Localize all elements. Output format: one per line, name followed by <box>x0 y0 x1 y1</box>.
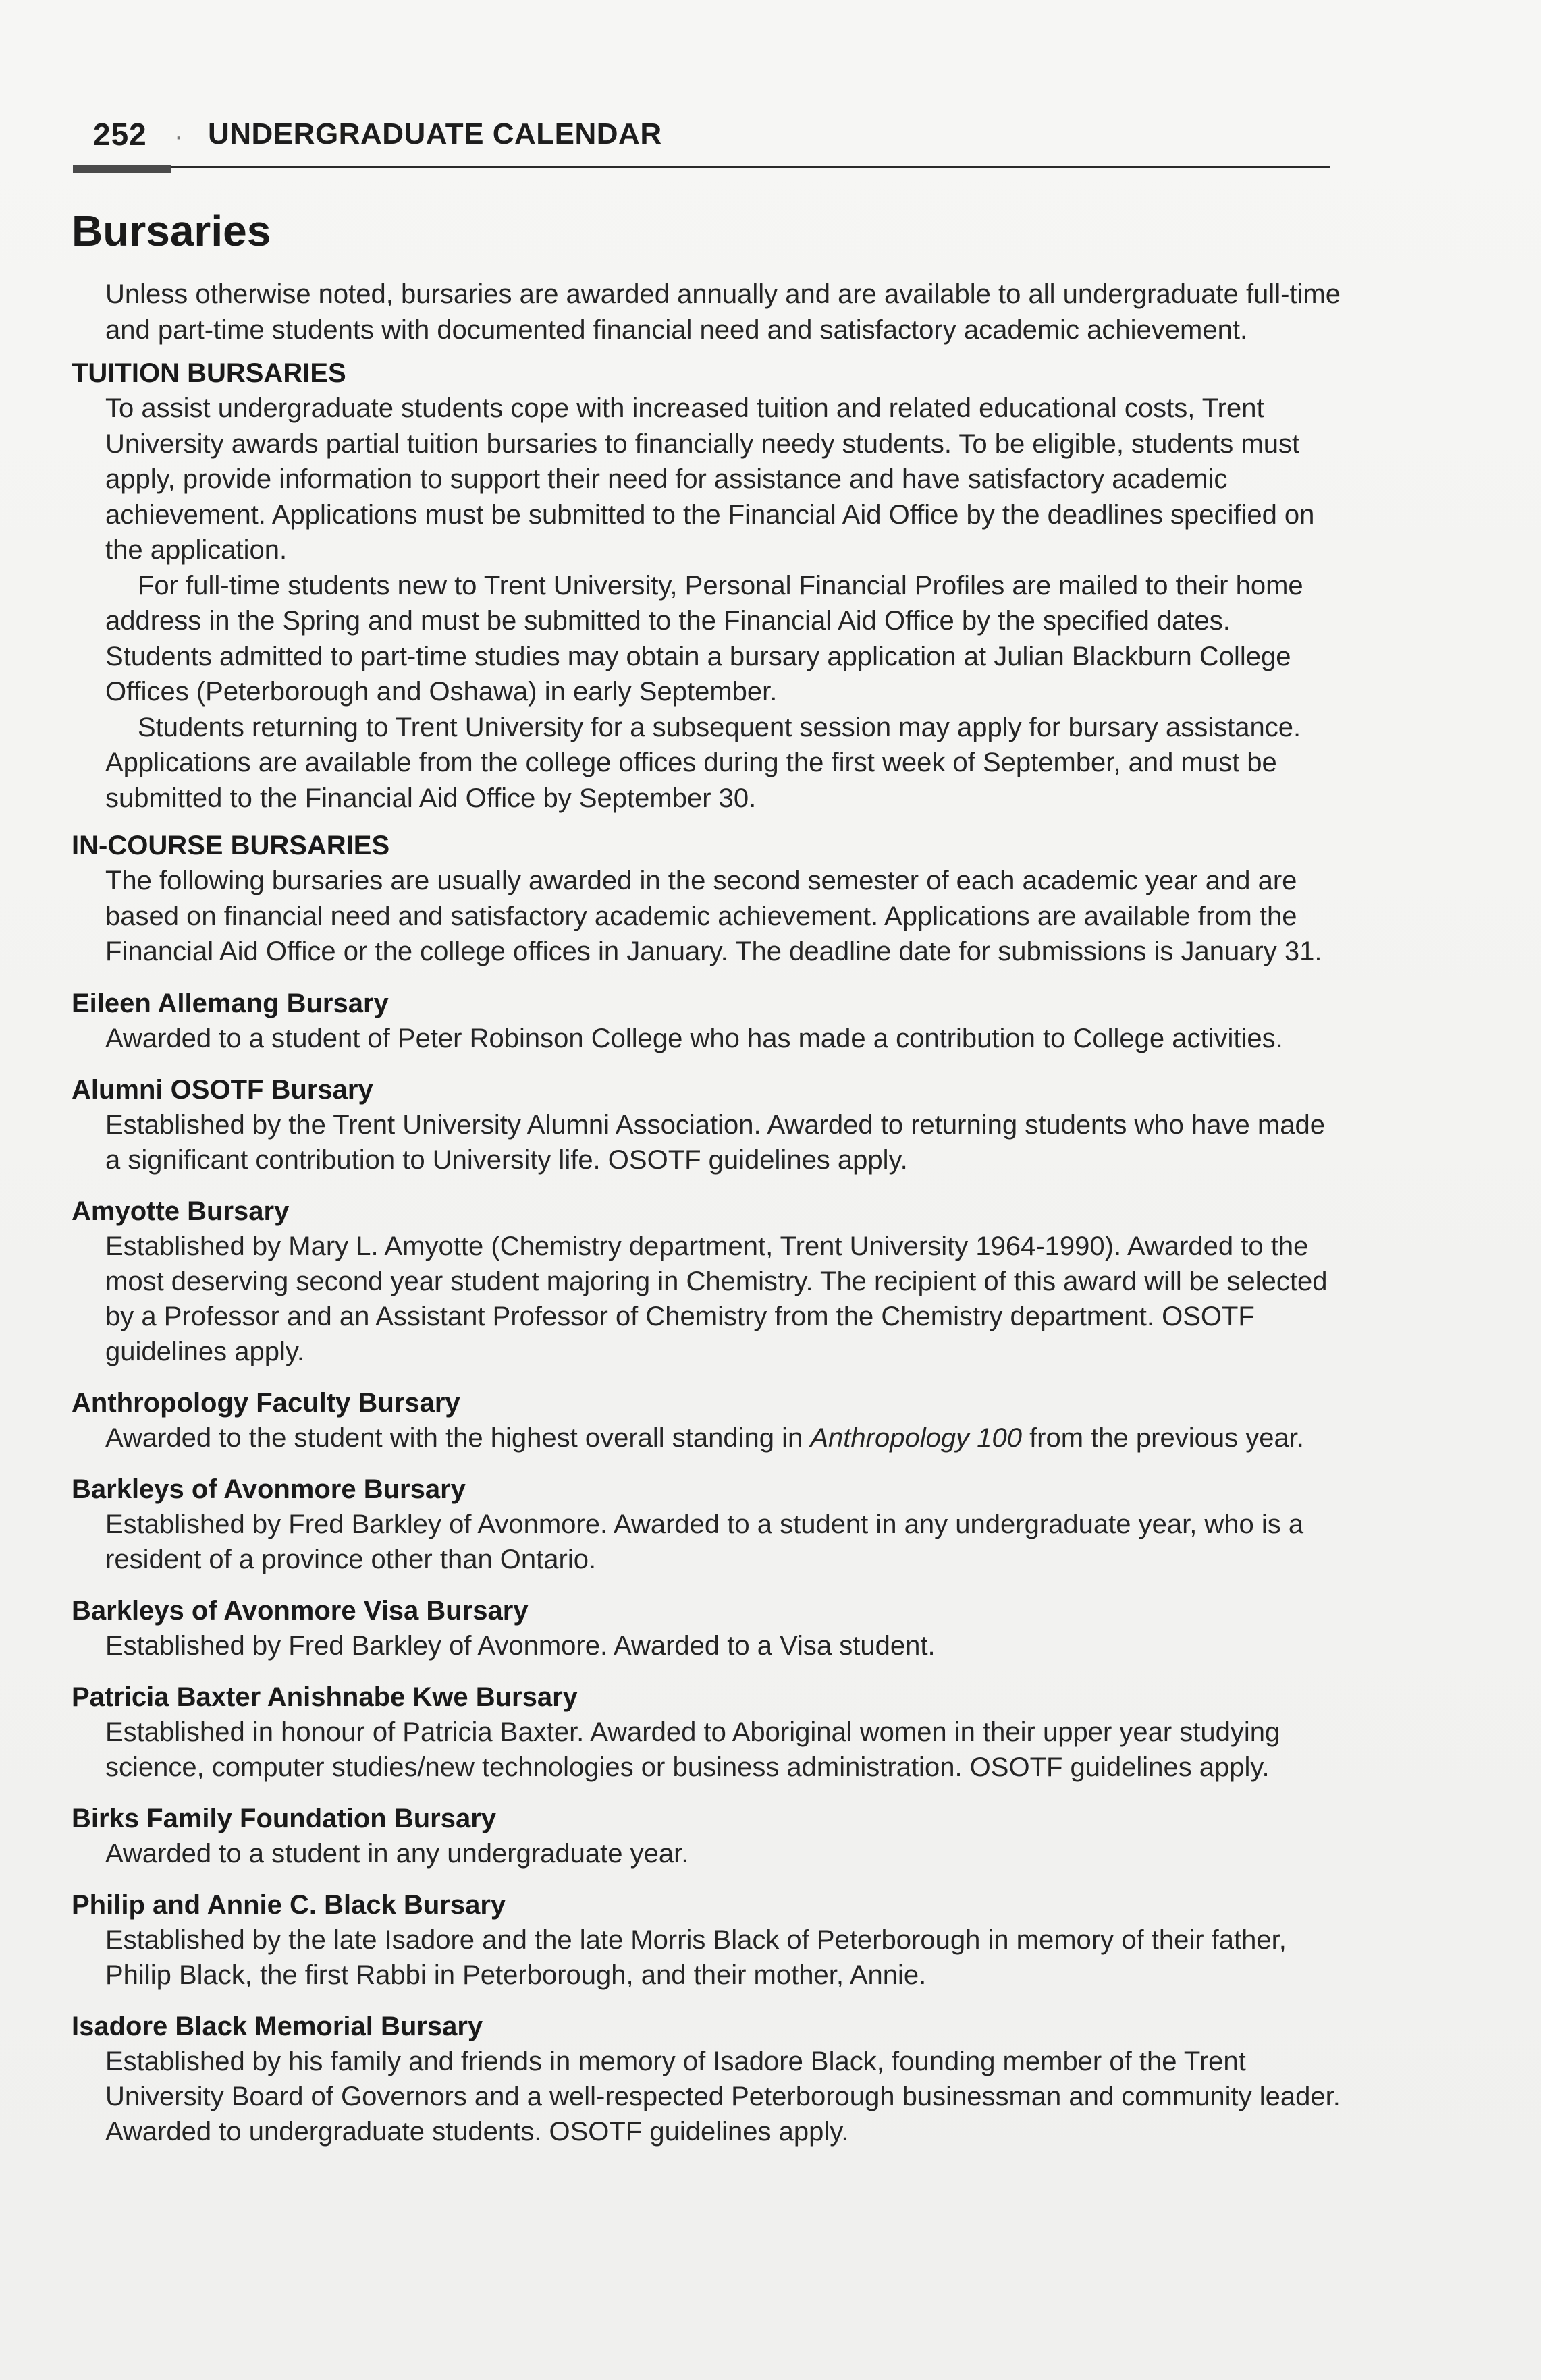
bursary-entry <box>72 986 1341 1056</box>
bursary-name: Philip and Annie C. Black Bursary <box>72 1889 506 1920</box>
header-separator-dot: · <box>174 121 184 151</box>
bursary-name: Barkleys of Avonmore Visa Bursary <box>72 1595 529 1626</box>
bursary-entry <box>72 1472 1341 1577</box>
bursary-entry <box>72 2009 1341 2149</box>
bursary-entry <box>72 1593 1341 1663</box>
running-header-title: UNDERGRADUATE CALENDAR <box>208 117 662 150</box>
bursary-name: Anthropology Faculty Bursary <box>72 1387 460 1418</box>
bursary-description <box>105 1420 1341 1456</box>
bursary-name: Eileen Allemang Bursary <box>72 988 389 1018</box>
bursary-name: Amyotte Bursary <box>72 1196 290 1226</box>
in-course-bursaries-heading: IN-COURSE BURSARIES <box>72 831 390 860</box>
page-number: 252 <box>93 117 147 152</box>
intro-paragraph: Unless otherwise noted, bursaries are awarded annually and are available to all undergraduate full-time and part-time students with documented financial need and satisfactory academic achievement. <box>105 279 1341 345</box>
bursary-name: Barkleys of Avonmore Bursary <box>72 1474 466 1504</box>
bursary-entry <box>72 1680 1341 1785</box>
description-text: Awarded to the student with the highest overall standing in <box>105 1422 811 1453</box>
bursary-entry <box>72 1801 1341 1871</box>
bursary-entry <box>72 1385 1341 1456</box>
bursary-entry <box>72 1194 1341 1369</box>
bursary-entry <box>72 1072 1341 1178</box>
header-rule <box>73 166 1330 168</box>
tuition-paragraph: Students returning to Trent University for a subsequent session may apply for bursary assistance. Applications are available from the college offices during the first week of September, and must be submitted to the Financial Aid Office by September 30. <box>105 712 1301 813</box>
tuition-paragraph: To assist undergraduate students cope with increased tuition and related educational costs, Trent University awards partial tuition bursaries to financially needy students. To be eligible, students must apply, provide information to support their need for assistance and have satisfactory academic achievement. Applications must be submitted to the Financial Aid Office by the deadlines specified on the application. <box>105 393 1315 565</box>
header-accent-bar <box>73 165 171 173</box>
description-text: from the previous year. <box>1021 1422 1304 1453</box>
bursary-name: Birks Family Foundation Bursary <box>72 1803 497 1833</box>
tuition-paragraph: For full-time students new to Trent University, Personal Financial Profiles are mailed to their home address in the Spring and must be submitted to the Financial Aid Office by the specified dates. Students admitted to part-time studies may obtain a bursary application at Julian Blackburn College Offices (Peterborough and Oshawa) in early September. <box>105 570 1303 707</box>
page-header <box>73 108 1330 173</box>
bursary-description: Established by the Trent University Alumni Association. Awarded to returning students who have made a significant contribution to University life. OSOTF guidelines apply. <box>105 1109 1325 1175</box>
bursary-description: Established by the late Isadore and the late Morris Black of Peterborough in memory of their father, Philip Black, the first Rabbi in Peterborough, and their mother, Annie. <box>105 1925 1287 1990</box>
bursary-entry <box>72 1887 1341 1993</box>
section-title: Bursaries <box>72 206 271 255</box>
tuition-bursaries-heading: TUITION BURSARIES <box>72 358 346 388</box>
bursary-description: Established by his family and friends in memory of Isadore Black, founding member of the Trent University Board of Governors and a well-respected Peterborough businessman and community leader. Awarded to undergraduate students. OSOTF guidelines apply. <box>105 2046 1341 2147</box>
bursary-name: Patricia Baxter Anishnabe Kwe Bursary <box>72 1682 578 1712</box>
in-course-paragraph: The following bursaries are usually awarded in the second semester of each academic year and are based on financial need and satisfactory academic achievement. Applications are available from the Financial Aid Office or the college offices in January. The deadline date for submissions is January 31. <box>105 866 1322 966</box>
course-title: Anthropology 100 <box>810 1422 1022 1453</box>
page-content <box>72 277 1341 2149</box>
bursary-description: Established by Mary L. Amyotte (Chemistry department, Trent University 1964-1990). Awarded to the most deserving second year student majoring in Chemistry. The recipient of this award will be selected by a Professor and an Assistant Professor of Chemistry from the Chemistry department. OSOTF guidelines apply. <box>105 1231 1328 1366</box>
bursary-description: Established in honour of Patricia Baxter. Awarded to Aboriginal women in their upper year studying science, computer studies/new technologies or business administration. OSOTF guidelines apply. <box>105 1717 1280 1782</box>
bursary-description: Awarded to a student of Peter Robinson College who has made a contribution to College activities. <box>105 1023 1283 1053</box>
bursary-description: Established by Fred Barkley of Avonmore. Awarded to a student in any undergraduate year, who is a resident of a province other than Ontario. <box>105 1509 1304 1574</box>
bursary-name: Alumni OSOTF Bursary <box>72 1074 373 1105</box>
bursary-description: Established by Fred Barkley of Avonmore. Awarded to a Visa student. <box>105 1630 936 1661</box>
bursary-name: Isadore Black Memorial Bursary <box>72 2011 483 2041</box>
bursary-description: Awarded to a student in any undergraduate year. <box>105 1838 689 1869</box>
